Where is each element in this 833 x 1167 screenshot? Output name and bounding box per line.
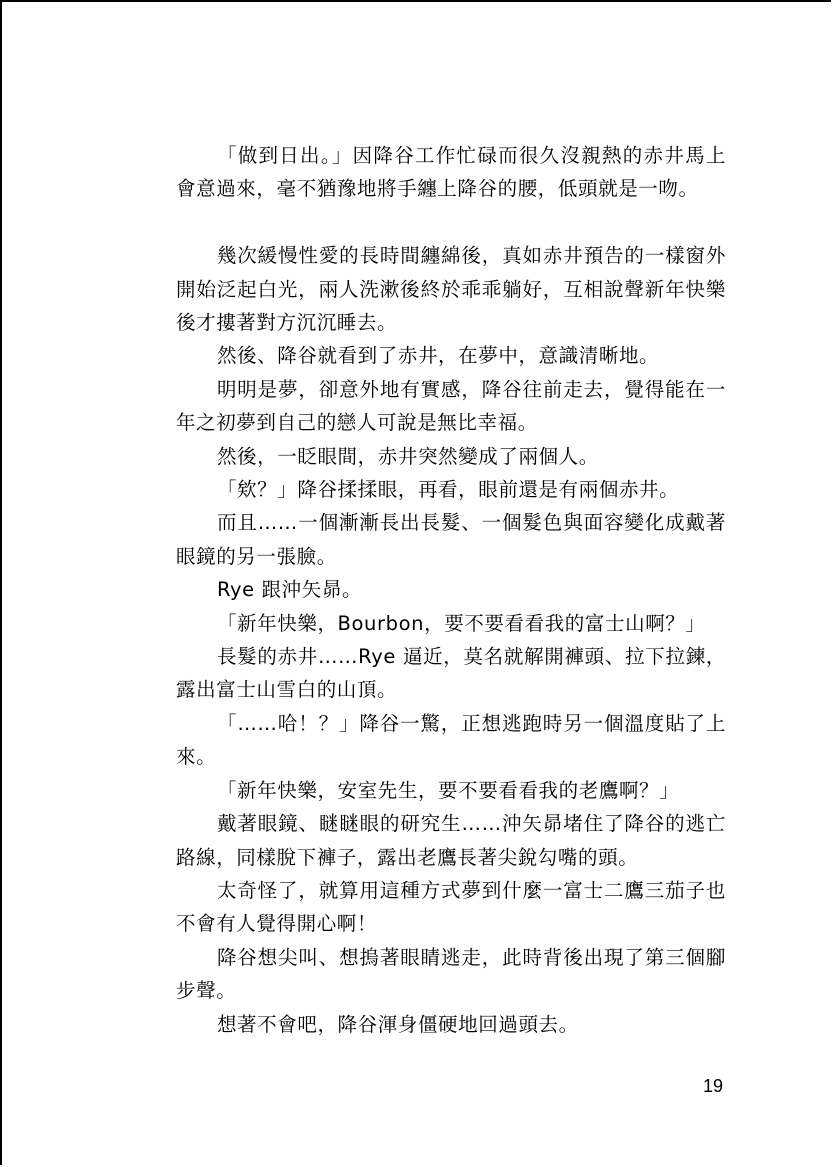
paragraph: 「新年快樂，安室先生，要不要看看我的老鷹啊？」 <box>216 778 680 802</box>
paragraph: 「……哈！？」降谷一驚，正想逃跑時另一個溫度貼了上來。 <box>176 711 726 769</box>
paragraph: 然後、降谷就看到了赤井，在夢中，意識清晰地。 <box>216 344 660 368</box>
paragraph: 「做到日出。」因降谷工作忙碌而很久沒親熱的赤井馬上會意過來，毫不猶豫地將手纏上降谷的腰，低頭就是一吻。 <box>176 144 726 201</box>
paragraph: 而且……一個漸漸長出長髮、一個髮色與面容變化成戴著眼鏡的另一張臉。 <box>176 511 726 568</box>
paragraph-gap <box>176 206 726 239</box>
paragraph: 然後，一眨眼間，赤井突然變成了兩個人。 <box>216 444 599 468</box>
page-number: 19 <box>702 1076 723 1096</box>
paragraph: 太奇怪了，就算用這種方式夢到什麼一富士二鷹三茄子也不會有人覺得開心啊！ <box>176 878 726 936</box>
body-text <box>176 139 726 1041</box>
paragraph: 想著不會吧，降谷渾身僵硬地回過頭去。 <box>216 1012 579 1036</box>
paragraph: 幾次緩慢性愛的長時間纏綿後，真如赤井預告的一樣窗外開始泛起白光，兩人洗漱後終於乖乖躺好，互相說聲新年快樂後才摟著對方沉沉睡去。 <box>176 244 726 335</box>
paragraph: 「新年快樂，Bourbon，要不要看看我的富士山啊？」 <box>216 611 706 635</box>
paragraph: 明明是夢，卻意外地有實感，降谷往前走去，覺得能在一年之初夢到自己的戀人可說是無比幸福。 <box>176 377 726 435</box>
paragraph: 降谷想尖叫、想摀著眼睛逃走，此時背後出現了第三個腳步聲。 <box>176 945 726 1003</box>
paragraph: 戴著眼鏡、瞇瞇眼的研究生……沖矢昴堵住了降谷的逃亡路線，同樣脫下褲子，露出老鷹長著尖銳勾嘴的頭。 <box>176 812 726 869</box>
paragraph: Rye 跟沖矢昴。 <box>216 578 363 602</box>
paragraph: 長髮的赤井……Rye 逼近，莫名就解開褲頭、拉下拉鍊，露出富士山雪白的山頂。 <box>176 645 726 702</box>
paragraph: 「欸？」降谷揉揉眼，再看，眼前還是有兩個赤井。 <box>216 478 680 502</box>
